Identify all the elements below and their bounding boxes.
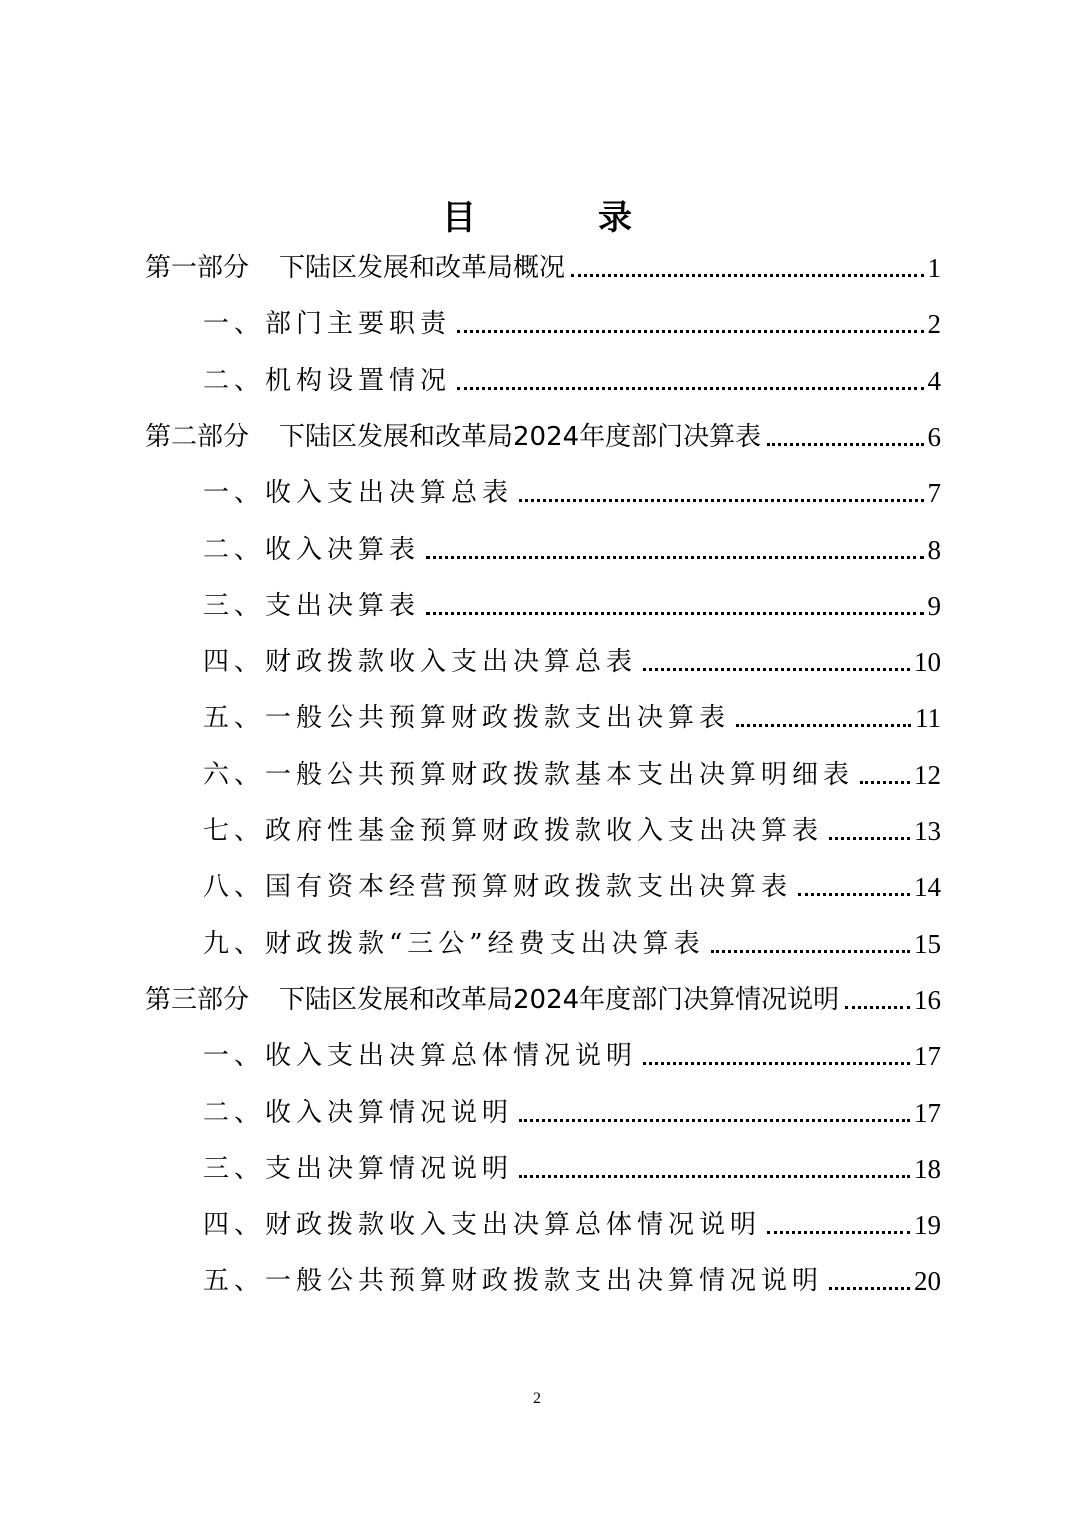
toc-dot-leader bbox=[829, 837, 910, 840]
toc-title: 目 录 bbox=[442, 198, 676, 238]
toc-section-label: 一、收入支出决算总体情况说明 bbox=[203, 1041, 638, 1071]
toc-page-number: 11 bbox=[915, 703, 941, 733]
toc-section-label: 四、财政拨款收入支出决算总体情况说明 bbox=[203, 1210, 762, 1240]
toc-part-entry[interactable] bbox=[145, 978, 941, 1018]
toc-section-entry[interactable] bbox=[203, 865, 941, 905]
toc-dot-leader bbox=[457, 330, 923, 333]
toc-part-label: 第二部分 bbox=[145, 422, 250, 452]
toc-part-title: 下陆区发展和改革局2024年度部门决算表 bbox=[279, 422, 762, 452]
toc-page-number: 19 bbox=[914, 1210, 941, 1240]
toc-dot-leader bbox=[736, 724, 911, 727]
toc-page-number: 8 bbox=[927, 535, 941, 565]
toc-page-number: 20 bbox=[914, 1266, 941, 1296]
toc-page-number: 18 bbox=[914, 1154, 941, 1184]
toc-page-number: 2 bbox=[927, 309, 941, 339]
toc-part-label: 第三部分 bbox=[145, 985, 250, 1015]
toc-section-label: 五、一般公共预算财政拨款支出决算情况说明 bbox=[203, 1266, 824, 1296]
toc-section-label: 五、一般公共预算财政拨款支出决算表 bbox=[203, 703, 731, 733]
toc-page-number: 9 bbox=[927, 591, 941, 621]
toc-page-number: 7 bbox=[927, 478, 941, 508]
toc-section-label: 三、支出决算表 bbox=[203, 591, 421, 621]
toc-dot-leader bbox=[519, 499, 923, 502]
toc-page-number: 15 bbox=[914, 929, 941, 959]
toc-page-number: 6 bbox=[927, 422, 941, 452]
toc-section-entry[interactable] bbox=[203, 1259, 941, 1299]
toc-section-label: 六、一般公共预算财政拨款基本支出决算明细表 bbox=[203, 760, 855, 790]
toc-section-label: 一、收入支出决算总表 bbox=[203, 478, 514, 508]
toc-dot-leader bbox=[519, 1175, 910, 1178]
toc-section-entry[interactable] bbox=[203, 359, 941, 399]
toc-section-entry[interactable] bbox=[203, 1147, 941, 1187]
toc-section-entry[interactable] bbox=[203, 528, 941, 568]
toc-dot-leader bbox=[457, 387, 923, 390]
toc-dot-leader bbox=[767, 443, 923, 446]
toc-page-number: 14 bbox=[914, 872, 941, 902]
toc-section-entry[interactable] bbox=[203, 1034, 941, 1074]
toc-page-number: 17 bbox=[914, 1098, 941, 1128]
toc-section-label: 二、机构设置情况 bbox=[203, 366, 452, 396]
toc-section-entry[interactable] bbox=[203, 302, 941, 342]
toc-section-label: 四、财政拨款收入支出决算总表 bbox=[203, 647, 638, 677]
toc-part-entry[interactable] bbox=[145, 246, 941, 286]
toc-part-heading bbox=[145, 419, 761, 455]
toc-dot-leader bbox=[643, 1062, 910, 1065]
toc-section-label: 七、政府性基金预算财政拨款收入支出决算表 bbox=[203, 816, 824, 846]
toc-section-label: 一、部门主要职责 bbox=[203, 309, 452, 339]
toc-dot-leader bbox=[845, 1006, 910, 1009]
toc-page-number: 12 bbox=[914, 760, 941, 790]
toc-section-entry[interactable] bbox=[203, 922, 941, 962]
toc-dot-leader bbox=[860, 781, 910, 784]
toc-page-number: 10 bbox=[914, 647, 941, 677]
toc-part-title: 下陆区发展和改革局2024年度部门决算情况说明 bbox=[279, 985, 840, 1015]
toc-part-heading bbox=[145, 250, 565, 286]
toc-section-entry[interactable] bbox=[203, 640, 941, 680]
toc-dot-leader bbox=[426, 556, 923, 559]
toc-section-label: 二、收入决算情况说明 bbox=[203, 1098, 514, 1128]
toc-section-label: 二、收入决算表 bbox=[203, 535, 421, 565]
toc-dot-leader bbox=[711, 950, 910, 953]
toc-part-heading bbox=[145, 982, 839, 1018]
toc-page-number: 17 bbox=[914, 1041, 941, 1071]
toc-section-entry[interactable] bbox=[203, 753, 941, 793]
toc-page-number: 16 bbox=[914, 985, 941, 1015]
toc-dot-leader bbox=[643, 668, 910, 671]
toc-dot-leader bbox=[571, 274, 923, 277]
toc-section-label: 八、国有资本经营预算财政拨款支出决算表 bbox=[203, 872, 793, 902]
toc-dot-leader bbox=[426, 612, 923, 615]
toc-page-number: 4 bbox=[927, 366, 941, 396]
toc-dot-leader bbox=[829, 1287, 910, 1290]
toc-part-label: 第一部分 bbox=[145, 253, 250, 283]
toc-section-entry[interactable] bbox=[203, 584, 941, 624]
toc-dot-leader bbox=[519, 1119, 910, 1122]
toc-section-entry[interactable] bbox=[203, 696, 941, 736]
toc-section-entry[interactable] bbox=[203, 809, 941, 849]
toc-section-label: 九、财政拨款“三公”经费支出决算表 bbox=[203, 929, 705, 959]
toc-section-entry[interactable] bbox=[203, 471, 941, 511]
toc-section-entry[interactable] bbox=[203, 1091, 941, 1131]
toc-section-entry[interactable] bbox=[203, 1203, 941, 1243]
toc-dot-leader bbox=[767, 1231, 910, 1234]
toc-part-entry[interactable] bbox=[145, 415, 941, 455]
toc-dot-leader bbox=[798, 893, 910, 896]
toc-section-label: 三、支出决算情况说明 bbox=[203, 1154, 514, 1184]
toc-part-title: 下陆区发展和改革局概况 bbox=[279, 253, 566, 283]
page-number: 2 bbox=[533, 1390, 541, 1407]
toc-page-number: 13 bbox=[914, 816, 941, 846]
toc-page-number: 1 bbox=[927, 253, 941, 283]
